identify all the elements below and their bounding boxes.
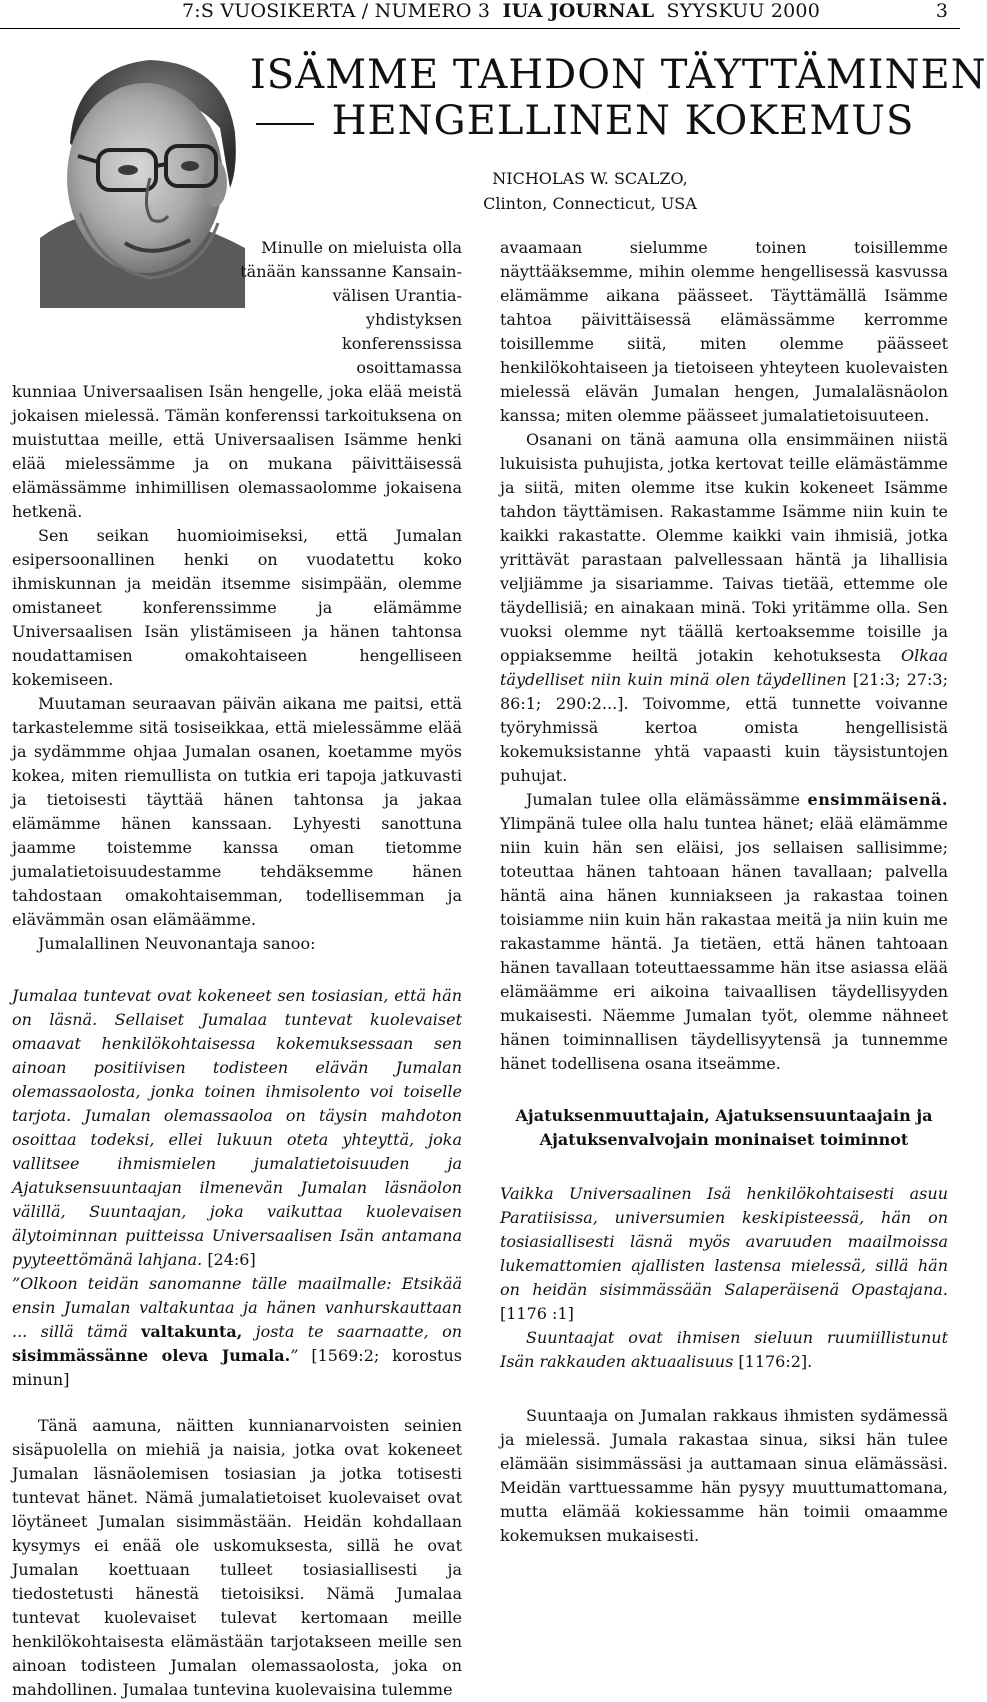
header-issue: 7:S VUOSIKERTA / NUMERO 3 (182, 0, 491, 22)
left-paragraph-1: kunniaa Universaalisen Isän hengelle, joka elää meistä jokaisen mielessä. Tämän konferenssi tarkoituksena on muistuttaa meille, että Universaalisen Isämme henki elää mielessämme ja on mukana päivittäisessä elämässämme inhimillisen olemassaolomme jokaisena hetkenä. (12, 382, 462, 521)
author-location: Clinton, Connecticut, USA (483, 194, 697, 213)
header-date: SYYSKUU 2000 (666, 0, 821, 22)
author-name: NICHOLAS W. SCALZO, (492, 169, 688, 188)
left-quote-2-ref: [1569:2; korostus minun] (12, 1346, 462, 1389)
left-quote-1-text: Jumalaa tuntevat ovat kokeneet sen tosiasian, että hän on läsnä. Sellaiset Jumalaa tuntevat kuolevaiset omaavat henkilökohtaisessa kokemuksessaan sen ainoan positiivisen todisteen elävän Jumalan olemassaolosta, jonka toinen ihmisolento voi toiselle tarjota. Jumalan olemassaoloa on täysin mahdoton osoittaa todeksi, ellei lukuun oteta yhteyttä, joka vallitsee ihmismielen jumalatietoisuuden ja Ajatuksensuuntaajan ilmenevän Jumalan läsnäolon välillä, Suuntaajan, joka vaikuttaa kuolevaisen älytoiminnan puitteissa Universaalisen Isän antamana pyyteettömänä lahjana. (12, 986, 462, 1269)
left-paragraph-4: Tänä aamuna, näitten kunnianarvoisten seinien sisäpuolella on miehiä ja naisia, jotka ovat kokeneet Jumalan läsnäolemisen tosiasian ja jotka totisesti tuntevat hänet. Nämä jumalatietoiset kuolevaiset ovat löytäneet Jumalan sisimmästään. Heidän kohdallaan kysymys ei enää ole uskomuksesta, sillä he ovat Jumalan koettuaan tulleet tosiasiallisesti ja tiedostetusti hänestä tietoisiksi. Nämä Jumalaa tuntevat kuolevaiset tulevat kertomaan meille henkilökohtaisesta elämästään tarjotakseen meille sen ainoan todisteen Jumalan olemassaolosta, joka on mahdollinen. Jumalaa tuntevina kuolevaisina tulemme (12, 1416, 462, 1699)
intro-line: välisen Urantia-yhdistyksen (332, 286, 462, 329)
right-paragraph-3 (500, 788, 948, 1076)
left-quote-2-part-c: josta te saarnaatte, on (242, 1322, 463, 1341)
title-line-2: HENGELLINEN KOKEMUS (331, 98, 915, 144)
right-quote-1-text: Vaikka Universaalinen Isä henkilökohtaisesti asuu Paratiisissa, universumien keskipisteessä, hän on tosiasiallisesti läsnä myös avaruuden maailmoissa lukemattomien ajallisten lastensa mielessä, sillä hän on heidän sisimmässään Salaperäisenä Opastajana. (500, 1184, 948, 1299)
right-quote-2-ref: [1176:2]. (738, 1352, 813, 1371)
subheading-line-2: Ajatuksenvalvojain moninaiset toiminnot (539, 1130, 909, 1149)
header-journal-name: IUA JOURNAL (502, 0, 655, 22)
title-line-2-wrap (250, 98, 920, 144)
left-quote-2-emph-2: sisimmässänne oleva Jumala. (12, 1346, 291, 1365)
title-dash (256, 123, 314, 125)
right-paragraph-3-b: Ylimpänä tulee olla halu tuntea hänet; elää elämämme niin kuin hän sen eläisi, jos sellaisen sallisimme; toteuttaa hänen tahtoaan hänen tavallaan; palvella häntä aina hänen kunniakseen ja rakastaa toinen toisiamme niin kuin hän rakastaa meitä ja niin kuin me rakastamme häntä. Ja tietäen, että hänen tahtoaan hänen tavallaan toteuttaessamme hän itse asiassa elää elämäämme eri aikoina taivaallisen täydellisyyden mukaisesti. Näemme Jumalan työt, olemme nähneet hänen toiminnallisen täydellisyytensä ja tunnemme hänet todellisena osana itseämme. (500, 814, 948, 1073)
left-quote-2-close: ” (290, 1346, 299, 1365)
right-paragraph-1: avaamaan sielumme toinen toisillemme näyttääksemme, mihin olemme hengellisessä kasvussa elämämme aikana päässeet. Täyttämällä Isämme tahtoa päivittäisessä elämässämme kerromme toisillemme siitä, miten olemme päässeet henkilökohtaiseen ja tietoiseen yhteyteen kuolevaisten mielessä elävän Jumalan hengen, Jumalaläsnäolon kanssa; miten olemme päässeet jumalatietoisuuteen. (500, 238, 948, 425)
left-quote-1-ref: [24:6] (207, 1250, 256, 1269)
running-header (0, 0, 960, 24)
article-title (250, 52, 987, 144)
quote-label: Jumalallinen Neuvonantaja sanoo: (38, 934, 316, 953)
left-paragraph-3: Muutaman seuraavan päivän aikana me paitsi, että tarkastelemme sitä tosiseikkaa, että mielessämme elää ja sydämmme ohjaa Jumalan osanen, koetamme myös kokea, miten riemullista on tutkia eri tapoja jatkuvasti ja tietoisesti täyttää hänen tahtonsa ja jakaa elämämme hänen kanssaan. Lyhyesti sanottuna jaamme toistemme kanssa oman tietomme jumalatietoisuudestamme tehdäksemme hänen tahdostaan omakohtaisemman, todellisemman ja elävämmän osan elämäämme. (12, 694, 462, 929)
right-paragraph-2-italic: Olkaa täydelliset niin kuin minä olen täydellinen (500, 646, 948, 689)
right-paragraph-2-a: Osanani on tänä aamuna olla ensimmäinen niistä lukuisista puhujista, jotka kertovat teille elämästämme ja siitä, miten olemme itse kukin kokeneet Isämme tahdon täyttämisen. Rakastamme Isämme niin kuin te kaikki rakastatte. Olemme kaikki vain ihmisiä, jotka yrittävät parastaan palvellessaan häntä ja lihallisia veljiämme ja sisariamme. Taivas tietää, ettemme ole täydellisiä; en ainakaan minä. Toki yritämme olla. Sen vuoksi olemme nyt täällä kertoaksemme toisille ja oppiaksemme heiltä jotakin kehotuksesta (500, 430, 948, 665)
section-subheading (500, 1104, 948, 1152)
right-quote-2-text: Suuntaajat ovat ihmisen sieluun ruumiillistunut Isän rakkauden aktuaalisuus (500, 1328, 948, 1371)
header-issue-info (182, 0, 820, 22)
title-line-1: ISÄMME TAHDON TÄYTTÄMINEN (250, 52, 987, 98)
right-paragraph-2-b: [21:3; 27:3; 86:1; 290:2...]. Toivomme, että tunnette voivanne työryhmissä kertoa omista hengellisistä kokemuksistanne yhtä vapaasti kuin täysistuntojen puhujat. (500, 670, 948, 785)
right-paragraph-3-emph: ensimmäisenä. (807, 790, 948, 809)
right-column (500, 236, 948, 1545)
left-quote-1 (12, 984, 462, 1272)
left-quote-2 (12, 1272, 462, 1392)
intro-line: tänään kanssanne Kansain- (240, 262, 462, 281)
spacer (500, 1374, 948, 1404)
right-paragraph-4: Suuntaaja on Jumalan rakkaus ihmisten sydämessä ja mielessä. Jumala rakastaa sinua, siksi hän tulee elämään sisimmässäsi ja auttamaan sinua elämässäsi. Meidän varttuessamme hän pysyy muuttumattomana, mutta elämää kokiessamme hän toimii omaamme kokemuksen mukaisesti. (500, 1406, 948, 1545)
page-number: 3 (935, 0, 948, 22)
left-quote-2-emph-1: valtakunta, (141, 1322, 243, 1341)
right-quote-1 (500, 1182, 948, 1326)
byline (440, 166, 740, 216)
left-paragraph-2: Sen seikan huomioimiseksi, että Jumalan esipersoonallinen henki on vuodatettu koko ihmiskunnan ja meidän itsemme sisimpään, olemme omistaneet konferenssimme ja elämämme Universaalisen Isän ylistämiseen ja hänen tahtonsa noudattamisen omakohtaiseen hengelliseen kokemiseen. (12, 526, 462, 689)
right-quote-1-ref: [1176 :1] (500, 1304, 574, 1323)
intro-line: konferenssissa osoittamassa (342, 334, 462, 377)
spacer (12, 1392, 462, 1414)
right-paragraph-3-a: Jumalan tulee olla elämässämme (526, 790, 808, 809)
subheading-line-1: Ajatuksenmuuttajain, Ajatuksensuuntaajain ja (515, 1106, 933, 1125)
left-quote-2-part-a: ”Olkoon teidän sanomanne tälle maailmalle: Etsikää ensin Jumalan valtakuntaa ja hänen vanhurskauttaan ... sillä tämä (12, 1274, 462, 1341)
intro-line: Minulle on mieluista olla (261, 238, 462, 257)
header-rule (0, 28, 960, 29)
left-column (12, 236, 463, 1699)
intro-lines (12, 236, 462, 380)
right-paragraph-2 (500, 428, 948, 788)
right-quote-2 (500, 1326, 948, 1374)
